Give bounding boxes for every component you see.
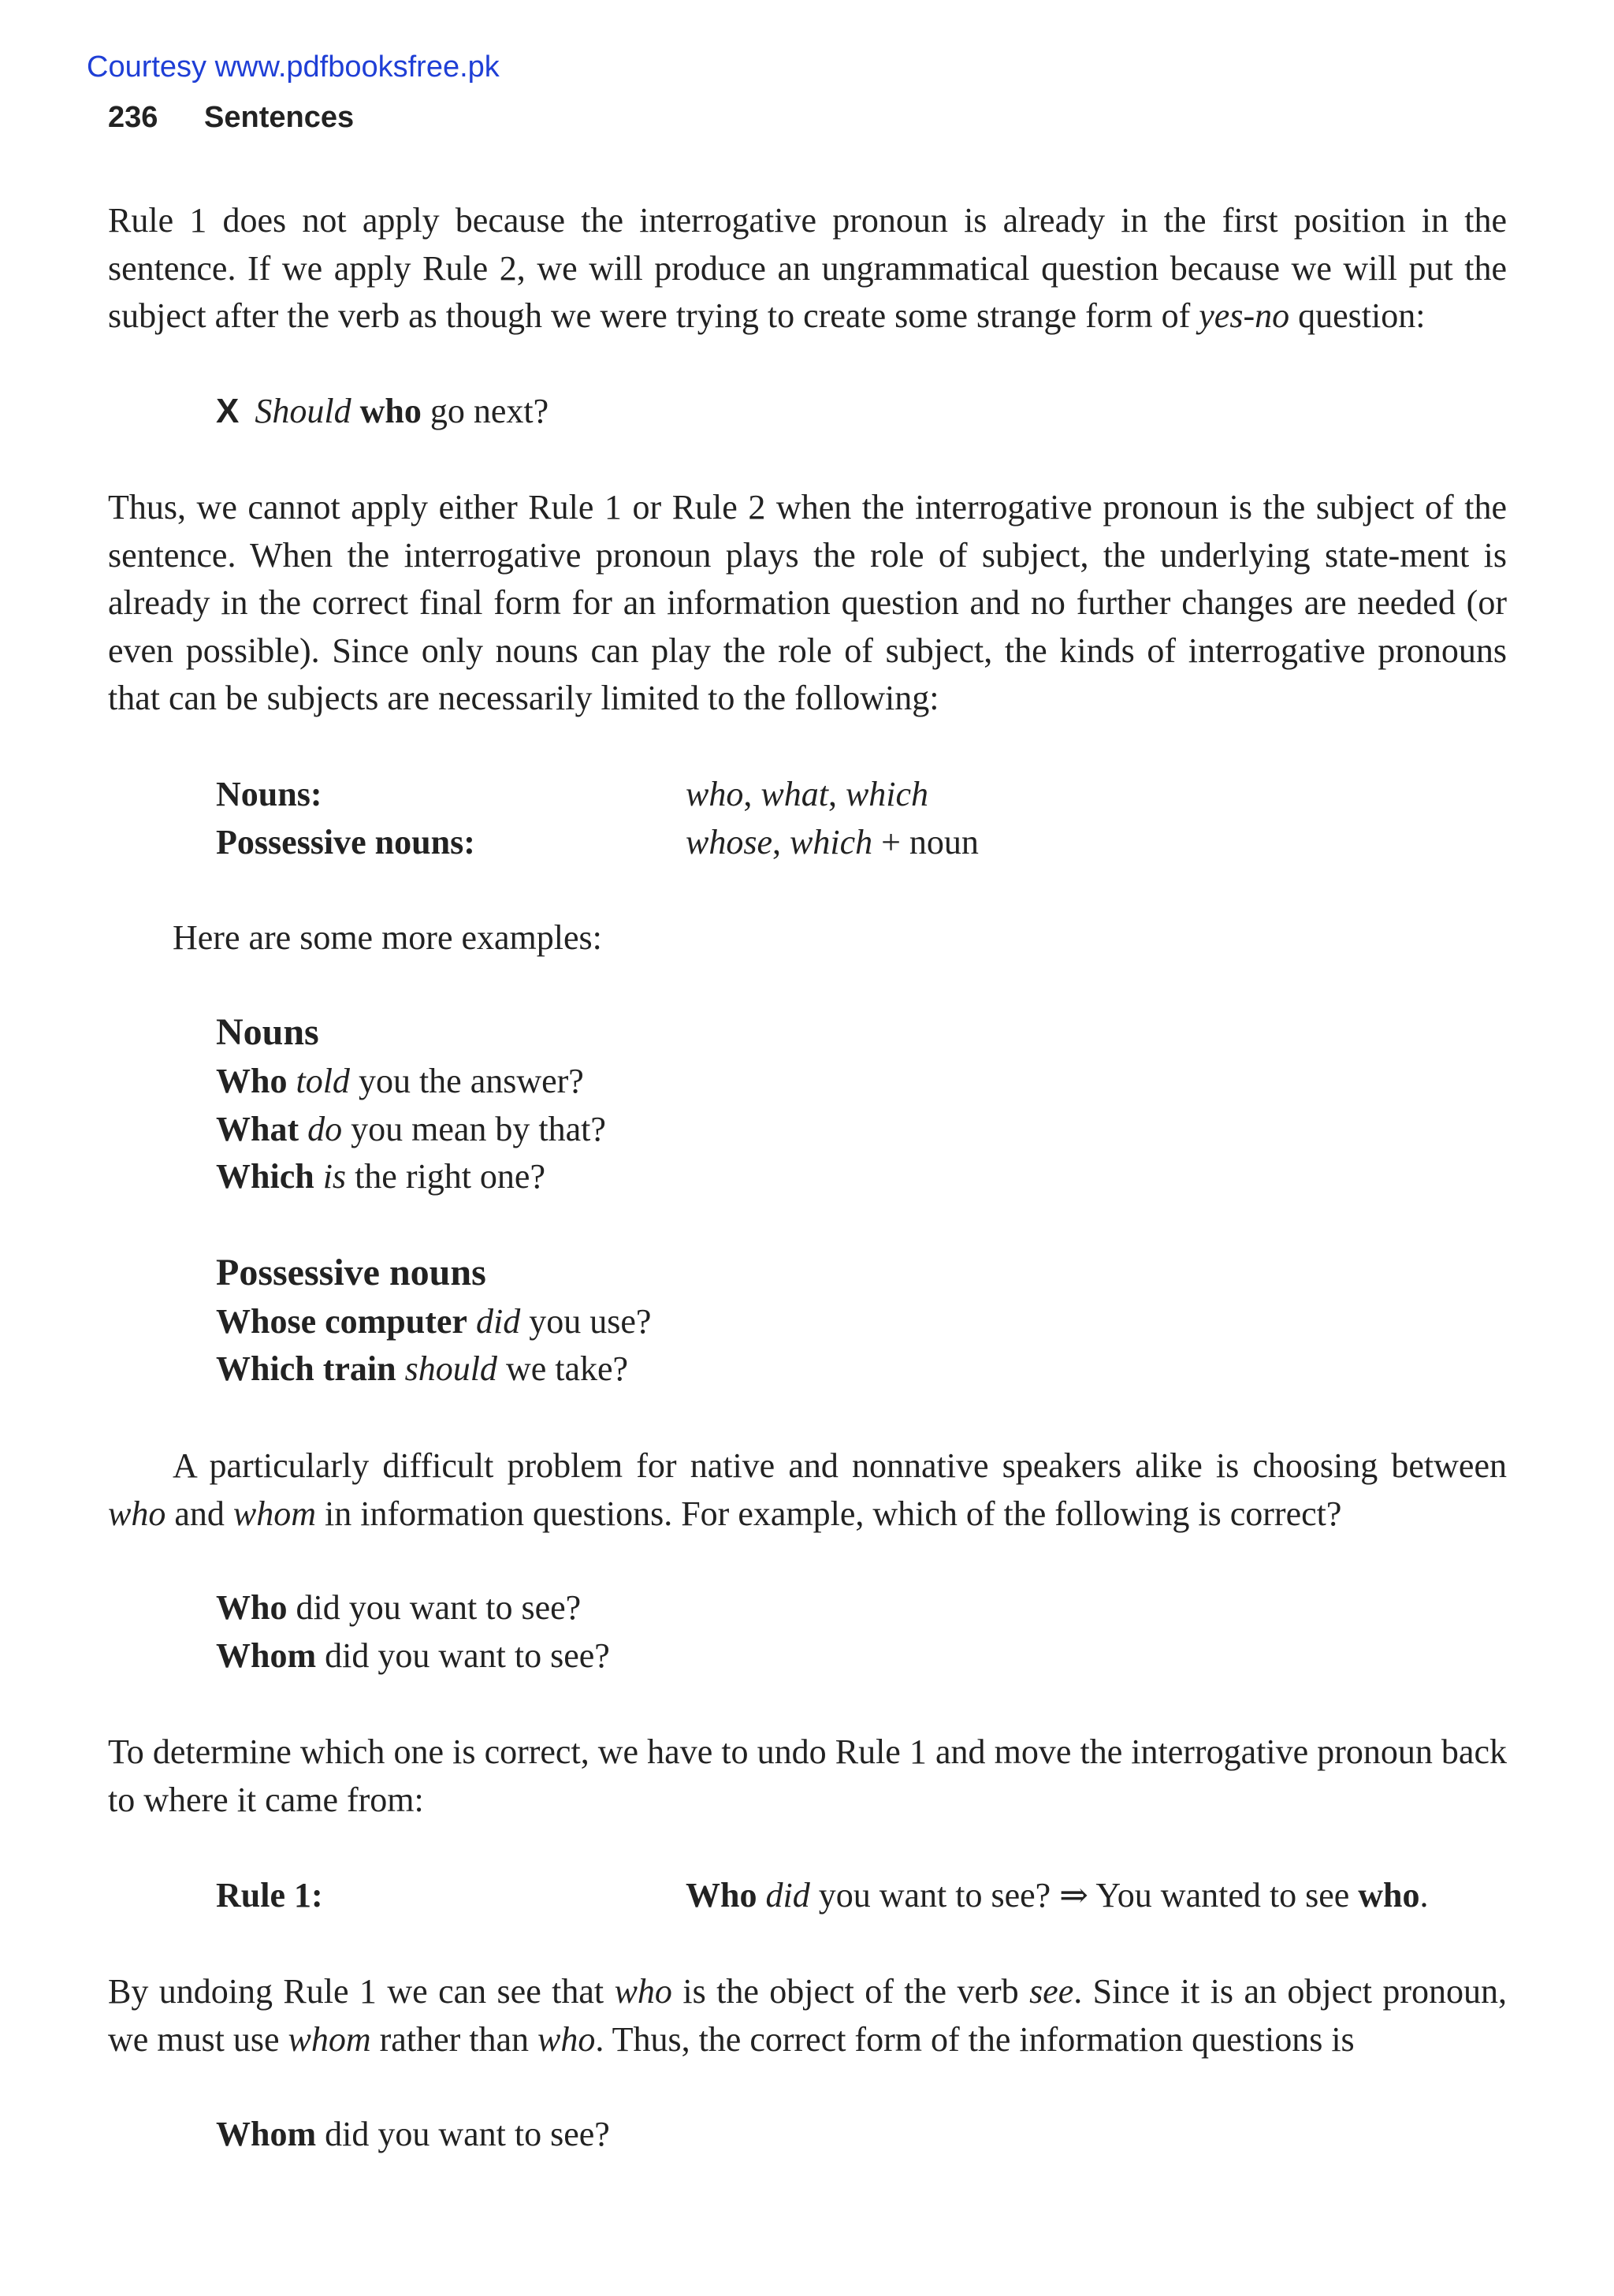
example-rest: go next?	[421, 392, 549, 430]
paragraph-4: A particularly difficult problem for native and nonnative speakers alike is choosing between who and whom in information questions. For example, which of the following is correct?	[108, 1446, 1507, 1533]
rule-1-label: Rule 1:	[216, 1876, 323, 1915]
page-number: 236	[108, 101, 158, 134]
table-value-nouns: who, what, which	[686, 775, 929, 813]
choice-example-1: Who did you want to see?	[216, 1588, 582, 1627]
possessive-heading: Possessive nouns	[216, 1252, 486, 1293]
paragraph-3: Here are some more examples:	[173, 918, 602, 957]
x-mark-icon: X	[216, 392, 240, 430]
paragraph-5: To determine which one is correct, we have to undo Rule 1 and move the interrogative pronoun back to where it came from:	[108, 1732, 1507, 1819]
table-label-possessive: Possessive nouns:	[216, 823, 475, 861]
yes-no-term: yes-no	[1199, 296, 1290, 335]
paragraph-2: Thus, we cannot apply either Rule 1 or Rule 2 when the interrogative pronoun is the subject of the sentence. When the interrogative pronoun plays the role of subject, the underlying state-ment is already in the correct final form for an information question and no further changes are needed (or even possible). Since only nouns can play the role of subject, the kinds of interrogative pronouns that can be subjects are necessarily limited to the following:	[108, 488, 1507, 717]
courtesy-link[interactable]: Courtesy www.pdfbooksfree.pk	[87, 50, 500, 84]
table-row-nouns	[216, 771, 929, 819]
choice-example-2: Whom did you want to see?	[216, 1636, 610, 1675]
example-who: who	[359, 392, 422, 430]
nouns-heading: Nouns	[216, 1011, 319, 1053]
table-label-nouns: Nouns:	[216, 775, 322, 813]
paragraph-1-end: question:	[1289, 296, 1426, 335]
possessive-example-1: Whose computer did you use?	[216, 1302, 652, 1341]
paragraph-1	[108, 197, 1507, 340]
paragraph-6: By undoing Rule 1 we can see that who is the object of the verb see. Since it is an object pronoun, we must use whom rather than who. Thus, the correct form of the information questions is	[108, 1972, 1508, 2059]
table-value-possessive: whose, which + noun	[686, 823, 979, 861]
paragraph-1-text: Rule 1 does not apply because the interrogative pronoun is already in the first position in the sentence. If we apply Rule 2, we will produce an ungrammatical question because we will put the subject after the verb as though we were trying to create some strange form of	[108, 201, 1507, 335]
nouns-example-3: Which is the right one?	[216, 1157, 545, 1196]
ungrammatical-example	[216, 388, 549, 436]
table-row-possessive	[216, 819, 979, 867]
example-should: Should	[255, 392, 351, 430]
rule-1-row	[216, 1872, 1429, 1920]
running-head	[108, 101, 354, 135]
section-title: Sentences	[204, 101, 355, 134]
nouns-example-1: Who told you the answer?	[216, 1062, 584, 1100]
nouns-example-2: What do you mean by that?	[216, 1110, 606, 1148]
rule-1-transformation: Who did you want to see? ⇒ You wanted to see who.	[686, 1876, 1429, 1915]
possessive-example-2: Which train should we take?	[216, 1349, 629, 1388]
final-example: Whom did you want to see?	[216, 2115, 610, 2153]
